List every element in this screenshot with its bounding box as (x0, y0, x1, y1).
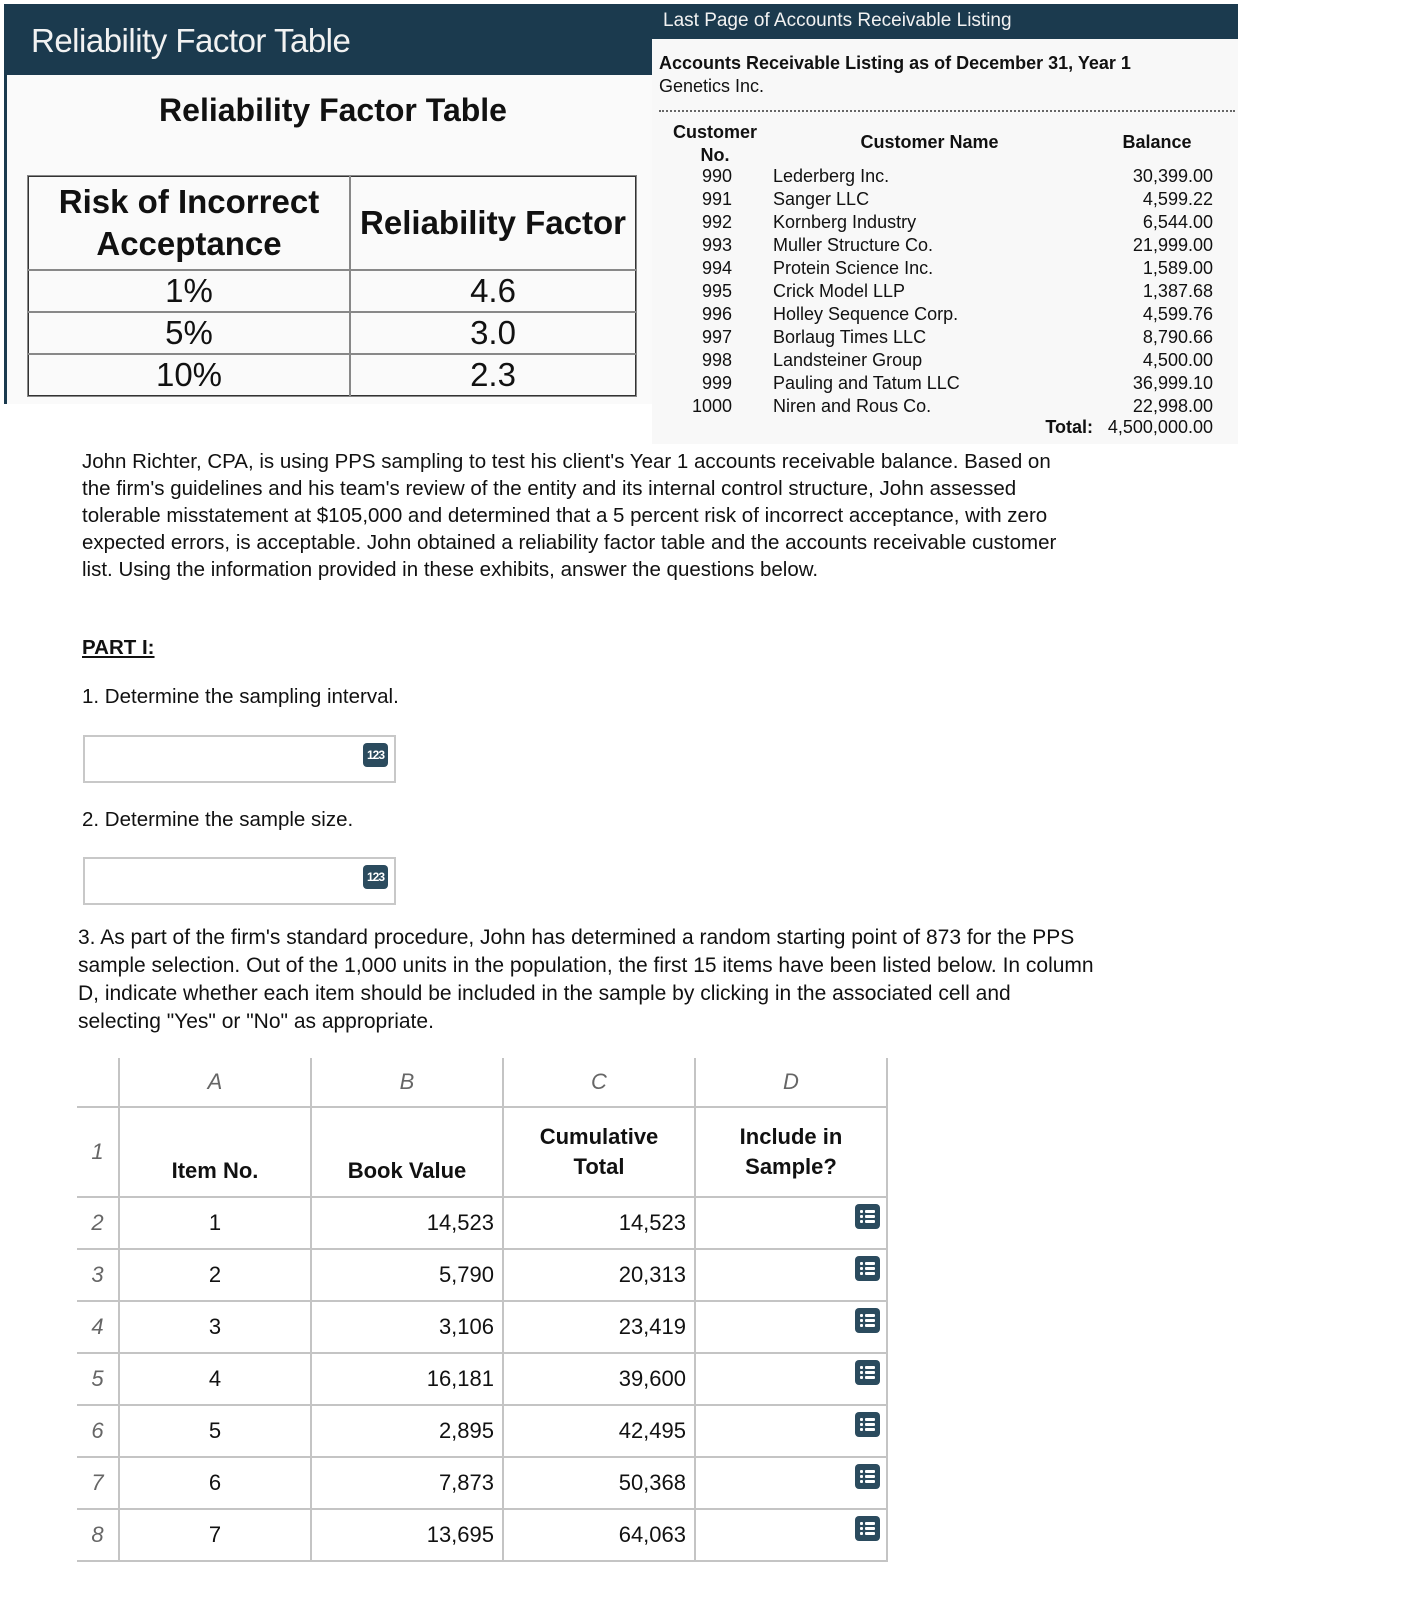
ar-total-row (652, 417, 1238, 440)
col-header-risk: Risk of Incorrect Acceptance (28, 176, 350, 270)
row-number: 6 (77, 1405, 119, 1457)
column-letter-d: D (695, 1058, 887, 1107)
include-in-sample-cell[interactable] (695, 1509, 887, 1561)
table-row (77, 1197, 887, 1249)
cumulative-total-cell: 20,313 (503, 1249, 695, 1301)
reliability-table-title: Reliability Factor Table (159, 92, 507, 128)
dropdown-list-icon[interactable] (855, 1308, 880, 1333)
dropdown-list-icon[interactable] (855, 1204, 880, 1229)
list-item: 1000 Niren and Rous Co. 22,998.00 (692, 396, 1213, 416)
table-row (28, 312, 636, 354)
factor-value: 4.6 (350, 270, 636, 312)
header-include-in-sample: Include in Sample? (695, 1107, 887, 1197)
header-cumulative-total: Cumulative Total (503, 1107, 695, 1197)
ar-company-name: Genetics Inc. (659, 76, 765, 96)
risk-value: 1% (28, 270, 350, 312)
row-number: 3 (77, 1249, 119, 1301)
col-header-customer-no: Customer No. (672, 122, 757, 165)
ar-list (652, 166, 1238, 419)
cumulative-total-cell: 50,368 (503, 1457, 695, 1509)
row-number: 1 (77, 1107, 119, 1197)
ar-panel-header (652, 4, 1238, 39)
total-label: Total: (1045, 417, 1093, 437)
total-value: 4,500,000.00 (1107, 417, 1213, 437)
question-3-text: 3. As part of the firm's standard procedure, John has determined a random starting point of 873 for the PPS sample selection. Out of the 1,000 units in the population, the first 15 items have been listed below. In column D, indicate whether each item should be included in the sample by clicking in the associated cell and selecting "Yes" or "No" as appropriate. (78, 926, 1094, 1033)
factor-value: 2.3 (350, 354, 636, 396)
include-in-sample-cell[interactable] (695, 1249, 887, 1301)
cumulative-total-cell: 64,063 (503, 1509, 695, 1561)
factor-value: 3.0 (350, 312, 636, 354)
sampling-interval-field[interactable] (83, 735, 396, 783)
book-value-cell: 16,181 (311, 1353, 503, 1405)
numeric-input-icon: 123 (363, 743, 388, 767)
row-number: 5 (77, 1353, 119, 1405)
question-1-text: 1. Determine the sampling interval. (82, 685, 399, 708)
book-value-cell: 5,790 (311, 1249, 503, 1301)
sample-size-input[interactable] (85, 859, 365, 905)
list-item: 999 Pauling and Tatum LLC 36,999.10 (701, 373, 1213, 393)
include-in-sample-cell[interactable] (695, 1197, 887, 1249)
col-header-factor: Reliability Factor (350, 176, 636, 270)
item-no-cell: 4 (119, 1353, 311, 1405)
cumulative-total-cell: 14,523 (503, 1197, 695, 1249)
cumulative-total-cell: 23,419 (503, 1301, 695, 1353)
book-value-cell: 3,106 (311, 1301, 503, 1353)
list-item: 995 Crick Model LLP 1,387.68 (701, 281, 1213, 301)
table-row (28, 354, 636, 396)
cumulative-total-cell: 39,600 (503, 1353, 695, 1405)
ar-panel-header-title: Last Page of Accounts Receivable Listing (663, 10, 1012, 31)
list-item: 993 Muller Structure Co. 21,999.00 (701, 235, 1213, 255)
ar-listing-panel (652, 4, 1238, 444)
reliability-factor-panel (4, 4, 653, 404)
table-row (77, 1249, 887, 1301)
book-value-cell: 7,873 (311, 1457, 503, 1509)
table-row (77, 1457, 887, 1509)
include-in-sample-cell[interactable] (695, 1353, 887, 1405)
cumulative-total-cell: 42,495 (503, 1405, 695, 1457)
book-value-cell: 2,895 (311, 1405, 503, 1457)
question-2-text: 2. Determine the sample size. (82, 808, 354, 831)
column-letter-a: A (119, 1058, 311, 1107)
item-no-cell: 5 (119, 1405, 311, 1457)
list-item: 990 Lederberg Inc. 30,399.00 (701, 166, 1213, 186)
dropdown-list-icon[interactable] (855, 1412, 880, 1437)
list-item: 994 Protein Science Inc. 1,589.00 (701, 258, 1213, 278)
numeric-input-icon: 123 (363, 865, 388, 889)
question-intro: John Richter, CPA, is using PPS sampling to test his client's Year 1 accounts receivable balance. Based on the firm's guidelines and his team's review of the entity and its internal control structure, John assessed tolerable misstatement at $105,000 and determined that a 5 percent risk of incorrect acceptance, with zero expected errors, is acceptable. John obtained a reliability factor table and the accounts receivable customer list. Using the information provided in these exhibits, answer the questions below. (82, 450, 1057, 581)
include-in-sample-cell[interactable] (695, 1457, 887, 1509)
dropdown-list-icon[interactable] (855, 1256, 880, 1281)
reliability-factor-table (27, 175, 637, 397)
column-letter-b: B (311, 1058, 503, 1107)
item-no-cell: 7 (119, 1509, 311, 1561)
table-row (77, 1405, 887, 1457)
row-number: 8 (77, 1509, 119, 1561)
table-row (77, 1509, 887, 1561)
item-no-cell: 1 (119, 1197, 311, 1249)
row-number: 4 (77, 1301, 119, 1353)
sample-size-field[interactable] (83, 857, 396, 905)
list-item: 991 Sanger LLC 4,599.22 (701, 189, 1213, 209)
corner-cell (77, 1058, 119, 1107)
list-item: 992 Kornberg Industry 6,544.00 (701, 212, 1213, 232)
risk-value: 5% (28, 312, 350, 354)
row-number: 7 (77, 1457, 119, 1509)
part-label: PART I: (82, 636, 155, 659)
include-in-sample-cell[interactable] (695, 1301, 887, 1353)
row-number: 2 (77, 1197, 119, 1249)
dropdown-list-icon[interactable] (855, 1464, 880, 1489)
dropdown-list-icon[interactable] (855, 1360, 880, 1385)
reliability-panel-header-title: Reliability Factor Table (31, 22, 351, 59)
table-row (77, 1353, 887, 1405)
header-book-value: Book Value (311, 1107, 503, 1197)
item-no-cell: 3 (119, 1301, 311, 1353)
include-in-sample-cell[interactable] (695, 1405, 887, 1457)
list-item: 996 Holley Sequence Corp. 4,599.76 (701, 304, 1213, 324)
ar-listing-title: Accounts Receivable Listing as of December 31, Year 1 (659, 53, 1131, 73)
list-item: 997 Borlaug Times LLC 8,790.66 (701, 327, 1213, 347)
item-no-cell: 2 (119, 1249, 311, 1301)
risk-value: 10% (28, 354, 350, 396)
col-header-balance: Balance (1122, 132, 1192, 152)
table-row (28, 270, 636, 312)
dropdown-list-icon[interactable] (855, 1516, 880, 1541)
list-item: 998 Landsteiner Group 4,500.00 (701, 350, 1213, 370)
book-value-cell: 14,523 (311, 1197, 503, 1249)
dotted-divider (659, 110, 1235, 112)
item-no-cell: 6 (119, 1457, 311, 1509)
book-value-cell: 13,695 (311, 1509, 503, 1561)
table-row (77, 1301, 887, 1353)
header-item-no: Item No. (119, 1107, 311, 1197)
col-header-customer-name: Customer Name (860, 132, 999, 152)
sampling-interval-input[interactable] (85, 737, 365, 783)
sample-selection-spreadsheet (77, 1058, 888, 1562)
reliability-panel-header (4, 4, 653, 75)
column-letter-c: C (503, 1058, 695, 1107)
